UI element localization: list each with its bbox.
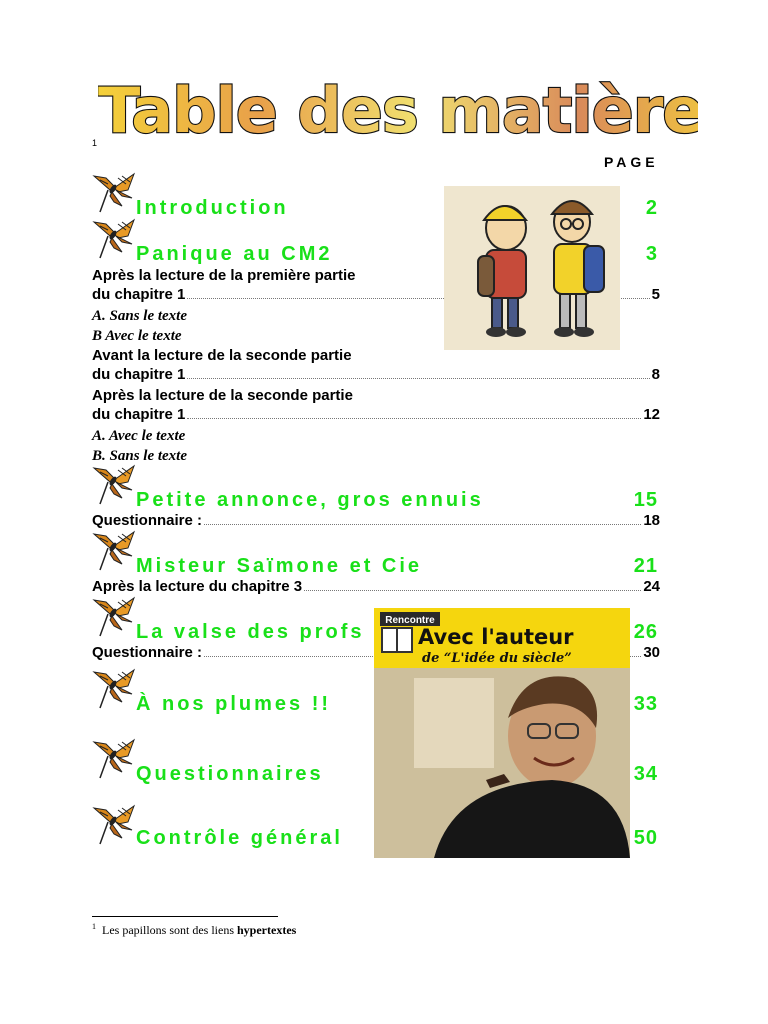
toc-entry[interactable]: du chapitre 1 12 <box>92 406 660 423</box>
butterfly-link-icon[interactable] <box>92 596 136 638</box>
page-column-header: PAGE <box>604 154 659 170</box>
toc-entry[interactable]: du chapitre 1 8 <box>92 366 660 383</box>
page-title <box>98 74 698 144</box>
banner-title: Avec l'auteur <box>418 625 574 649</box>
sub-item: A. Avec le texte <box>92 428 186 444</box>
chapter-la-valse-des-profs[interactable]: La valse des profs 26 <box>136 620 658 643</box>
sub-heading: Après la lecture de la seconde partie <box>92 387 353 404</box>
butterfly-link-icon[interactable] <box>92 530 136 572</box>
sub-item: B. Sans le texte <box>92 448 188 464</box>
butterfly-link-icon[interactable] <box>92 668 136 710</box>
sub-item: B Avec le texte <box>92 328 182 344</box>
banner-tag: Rencontre <box>385 615 435 626</box>
chapter-a-nos-plumes[interactable]: À nos plumes !! 33 <box>136 692 658 715</box>
chapter-misteur-saimone[interactable]: Misteur Saïmone et Cie 21 <box>136 554 658 577</box>
toc-entry[interactable]: Après la lecture du chapitre 3 24 <box>92 578 660 595</box>
toc-entry[interactable]: du chapitre 1 5 <box>92 286 660 303</box>
footnote: $^1$ Les papillons sont des liens hypertextes <box>92 922 297 937</box>
chapter-controle-general[interactable]: Contrôle général 50 <box>136 826 658 849</box>
chapter-introduction[interactable]: Introduction 2 <box>136 196 658 219</box>
butterfly-link-icon[interactable] <box>92 738 136 780</box>
sub-heading: Avant la lecture de la seconde partie <box>92 347 352 364</box>
title-footnote-mark: 1 <box>92 138 98 148</box>
author-photo <box>374 608 630 858</box>
toc-entry[interactable]: Questionnaire : 30 <box>92 644 660 661</box>
chapter-petite-annonce[interactable]: Petite annonce, gros ennuis 15 <box>136 488 658 511</box>
butterfly-link-icon[interactable] <box>92 804 136 846</box>
toc-entry[interactable]: Questionnaire : 18 <box>92 512 660 529</box>
chapter-questionnaires[interactable]: Questionnaires 34 <box>136 762 658 785</box>
butterfly-link-icon[interactable] <box>92 464 136 506</box>
butterfly-link-icon[interactable] <box>92 172 136 214</box>
sub-item: A. Sans le texte <box>92 308 188 324</box>
svg-text:Table des matières: Table des matières <box>98 74 698 144</box>
butterfly-link-icon[interactable] <box>92 218 136 260</box>
chapter-panique-au-cm2[interactable]: Panique au CM2 3 <box>136 242 658 265</box>
footnote-rule <box>92 916 278 917</box>
kids-illustration <box>444 186 620 350</box>
banner-subtitle: de “L'idée du siècle” <box>422 651 572 666</box>
sub-heading: Après la lecture de la première partie <box>92 267 356 284</box>
